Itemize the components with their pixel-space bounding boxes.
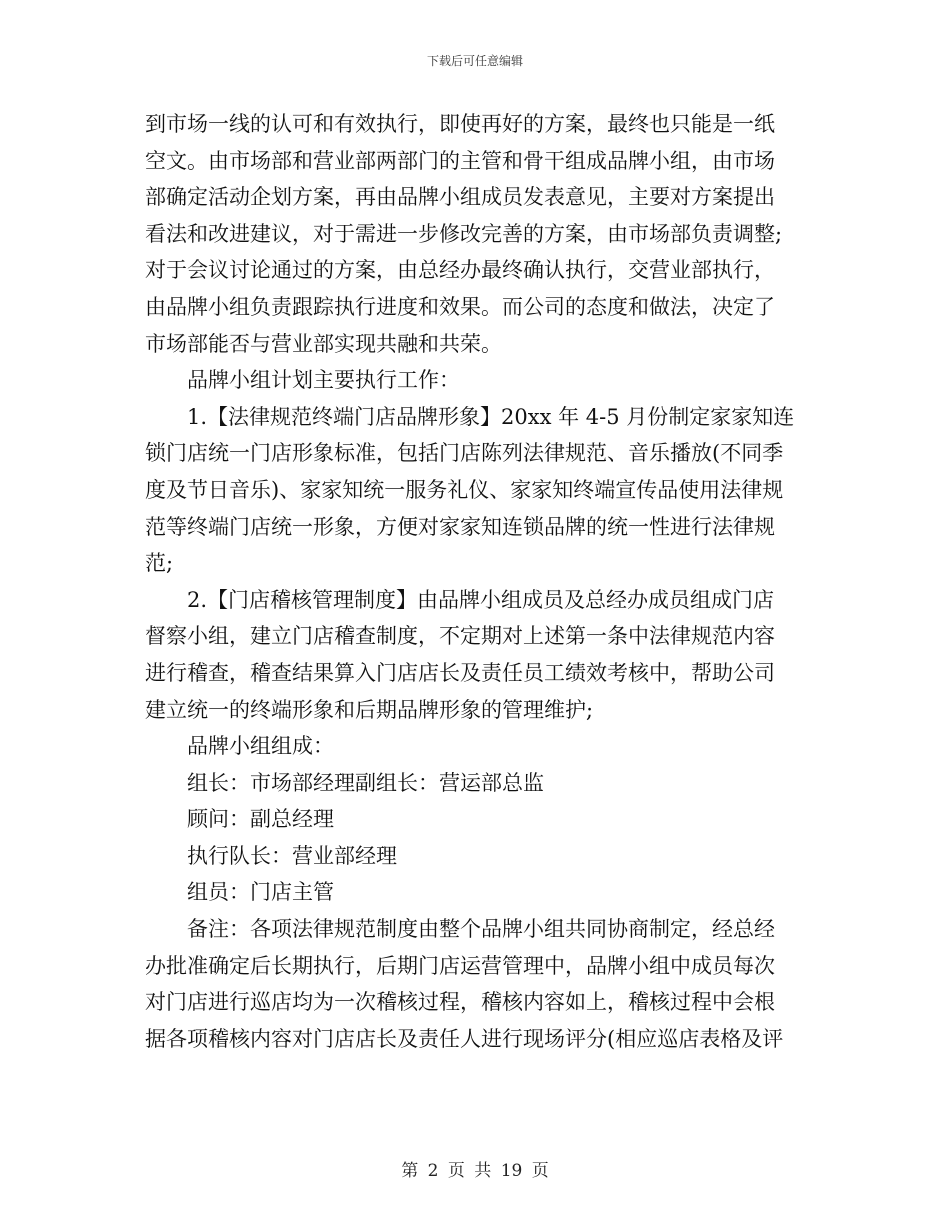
page-footer: 第 2 页 共 19 页: [401, 1161, 549, 1181]
text-line: 对门店进行巡店均为一次稽核过程，稽核内容如上，稽核过程中会根: [145, 990, 775, 1015]
text-line: 组员：门店主管: [187, 880, 334, 905]
text-line: 部确定活动企划方案，再由品牌小组成员发表意见，主要对方案提出: [145, 185, 775, 210]
text-line: 督察小组，建立门店稽查制度，不定期对上述第一条中法律规范内容: [145, 624, 775, 649]
text-line: 看法和改进建议，对于需进一步修改完善的方案，由市场部负责调整;: [145, 221, 783, 246]
text-line: 组长：市场部经理副组长：营运部总监: [187, 770, 544, 795]
text-line: 由品牌小组负责跟踪执行进度和效果。而公司的态度和做法，决定了: [145, 294, 775, 319]
text-line: 锁门店统一门店形象标准，包括门店陈列法律规范、音乐播放(不同季: [145, 441, 784, 466]
text-line: 执行队长：营业部经理: [187, 843, 397, 868]
document-body: [145, 106, 805, 1057]
text-line: 空文。由市场部和营业部两部门的主管和骨干组成品牌小组，由市场: [145, 148, 775, 173]
text-line: 建立统一的终端形象和后期品牌形象的管理维护;: [145, 697, 594, 722]
text-line: 1.【法律规范终端门店品牌形象】20xx 年 4-5 月份制定家家知连: [187, 404, 795, 429]
text-line: 品牌小组计划主要执行工作：: [187, 368, 460, 393]
text-line: 范;: [145, 551, 174, 576]
text-line: 进行稽查，稽查结果算入门店店长及责任员工绩效考核中，帮助公司: [145, 660, 775, 685]
text-line: 对于会议讨论通过的方案，由总经办最终确认执行，交营业部执行，: [145, 258, 775, 283]
page-header: 下载后可任意编辑: [426, 54, 523, 68]
text-line: 市场部能否与营业部实现共融和共荣。: [145, 331, 502, 356]
text-line: 备注：各项法律规范制度由整个品牌小组共同协商制定，经总经: [187, 917, 775, 942]
text-line: 到市场一线的认可和有效执行，即使再好的方案，最终也只能是一纸: [145, 112, 775, 136]
text-line: 范等终端门店统一形象，方便对家家知连锁品牌的统一性进行法律规: [145, 514, 775, 539]
text-line: 2.【门店稽核管理制度】由品牌小组成员及总经办成员组成门店: [187, 587, 775, 612]
text-line: 品牌小组组成：: [187, 734, 334, 759]
text-line: 顾问：副总经理: [187, 807, 334, 832]
text-line: 度及节日音乐)、家家知统一服务礼仪、家家知终端宣传品使用法律规: [145, 477, 784, 502]
text-line: 办批准确定后长期执行，后期门店运营管理中，品牌小组中成员每次: [145, 953, 775, 978]
text-line: 据各项稽核内容对门店店长及责任人进行现场评分(相应巡店表格及评: [145, 1026, 784, 1051]
